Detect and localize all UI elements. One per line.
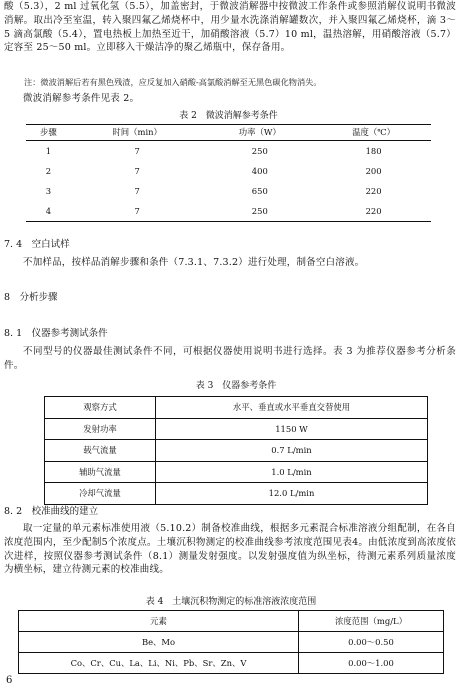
table-cell: 0.00～0.50 bbox=[299, 632, 444, 653]
table-cell: 1 bbox=[45, 145, 52, 156]
table2-caption: 表 2 微波消解参考条件 bbox=[179, 111, 278, 121]
section-7-4-heading: 7. 4 空白试样 bbox=[4, 239, 70, 250]
table-row bbox=[19, 632, 444, 653]
microwave-conditions-table bbox=[26, 124, 431, 222]
table-cell: 650 bbox=[251, 185, 268, 196]
table3-caption: 表 3 仪器参考条件 bbox=[195, 381, 277, 391]
page-number: 6 bbox=[6, 675, 13, 686]
section-8-1-heading: 8. 1 仪器参考测试条件 bbox=[4, 328, 108, 339]
table-row bbox=[19, 653, 444, 674]
concentration-range-table bbox=[18, 610, 444, 674]
table-header-cell: 功率（W） bbox=[203, 125, 316, 141]
table-row bbox=[45, 483, 428, 505]
table-cell: 180 bbox=[365, 145, 382, 156]
table-cell: 4 bbox=[26, 201, 71, 222]
table-cell: 1.0 L/min bbox=[156, 461, 428, 483]
table-cell: 辅助气流量 bbox=[45, 461, 156, 483]
table-cell: 250 bbox=[251, 145, 268, 156]
table2-reference: 微波消解参考条件见表 2。 bbox=[23, 93, 140, 104]
table-cell: 220 bbox=[365, 185, 382, 196]
table-cell: 0.00～1.00 bbox=[299, 653, 444, 674]
note-text: 注：微波消解后若有黑色残渣，应反复加入硝酸-高氯酸消解至无黑色碳化物消失。 bbox=[24, 77, 322, 87]
table-header-row bbox=[19, 611, 444, 632]
table-row bbox=[26, 201, 431, 222]
table-cell: 0.7 L/min bbox=[156, 440, 428, 462]
table-row bbox=[45, 440, 428, 462]
table-row bbox=[45, 461, 428, 483]
table-cell: 7 bbox=[134, 185, 140, 196]
table-cell: 220 bbox=[316, 201, 431, 222]
table-header-cell: 元素 bbox=[19, 611, 299, 632]
table-row bbox=[26, 181, 431, 201]
table-cell: 12.0 L/min bbox=[156, 483, 428, 505]
section-8-2-body: 取一定量的单元素标准使用液（5.10.2）制备校准曲线，根据多元素混合标准溶液分组配制，在各自浓度范围内，至少配制5个浓度点。土壤沉积物测定的校准曲线参考浓度范围见表4。由低浓度到高浓度依次进样，按照仪器参考测试条件（8.1）测量发射强度。以发射强度值为纵坐标，待测元素系列质量浓度为横坐标，建立待测元素的校准曲线。 bbox=[4, 523, 456, 576]
table-cell: 200 bbox=[365, 165, 382, 176]
section-8-2-heading: 8. 2 校准曲线的建立 bbox=[4, 506, 99, 517]
table-row bbox=[26, 161, 431, 181]
table-row bbox=[45, 418, 428, 440]
table-cell: 2 bbox=[45, 165, 52, 176]
table-header-cell: 时间（min） bbox=[71, 125, 204, 141]
table-header-row bbox=[26, 125, 431, 141]
table-cell: Be、Mo bbox=[19, 632, 299, 653]
table-cell: 载气流量 bbox=[45, 440, 156, 462]
table-header-cell: 温度（℃） bbox=[316, 125, 431, 141]
table-row bbox=[26, 141, 431, 162]
table-cell: 1150 W bbox=[156, 418, 428, 440]
table-cell: 3 bbox=[45, 185, 52, 196]
intro-paragraph: 酸（5.3），2 ml 过氧化氢（5.5），加盖密封，于微波消解器中按微波工作条件或参照消解仪说明书微波消解。取出冷至室温，转入聚四氟乙烯烧杯中，用少量水洗涤消解罐数次，并入聚四氟乙烯烧杯，滴 3～5 滴高氯酸（5.4），置电热板上加热至近干，加硝酸溶液（5.7）10 ml，温热溶解，用硝酸溶液（5.7）定容至 25～50 ml。立即移入干燥洁净的聚乙烯瓶中，保存备用。 bbox=[4, 1, 456, 54]
table-cell: 7 bbox=[71, 201, 204, 222]
table-cell: 发射功率 bbox=[45, 418, 156, 440]
section-8-heading: 8 分析步骤 bbox=[4, 292, 58, 303]
table-cell: 观察方式 bbox=[45, 397, 156, 419]
table4-caption: 表 4 土壤沉积物测定的标准溶液浓度范围 bbox=[145, 597, 317, 607]
table-header-cell: 浓度范围（mg/L） bbox=[299, 611, 444, 632]
table-header-cell: 步骤 bbox=[26, 125, 71, 141]
table-row bbox=[45, 397, 428, 419]
section-8-1-body: 不同型号的仪器最佳测试条件不同，可根据仪器使用说明书进行选择。表 3 为推荐仪器参考分析条件。 bbox=[4, 346, 456, 371]
table-cell: 7 bbox=[134, 165, 140, 176]
table-cell: 冷却气流量 bbox=[45, 483, 156, 505]
section-7-4-body: 不加样品，按样品消解步骤和条件（7.3.1、7.3.2）进行处理，制备空白溶液。 bbox=[23, 257, 365, 268]
table-cell: 水平、垂直或水平垂直交替使用 bbox=[156, 397, 428, 419]
table-cell: 400 bbox=[251, 165, 268, 176]
table-cell: 7 bbox=[134, 145, 140, 156]
instrument-conditions-table bbox=[44, 396, 428, 505]
table-cell: 250 bbox=[203, 201, 316, 222]
table-cell: Co、Cr、Cu、La、Li、Ni、Pb、Sr、Zn、V bbox=[19, 653, 299, 674]
